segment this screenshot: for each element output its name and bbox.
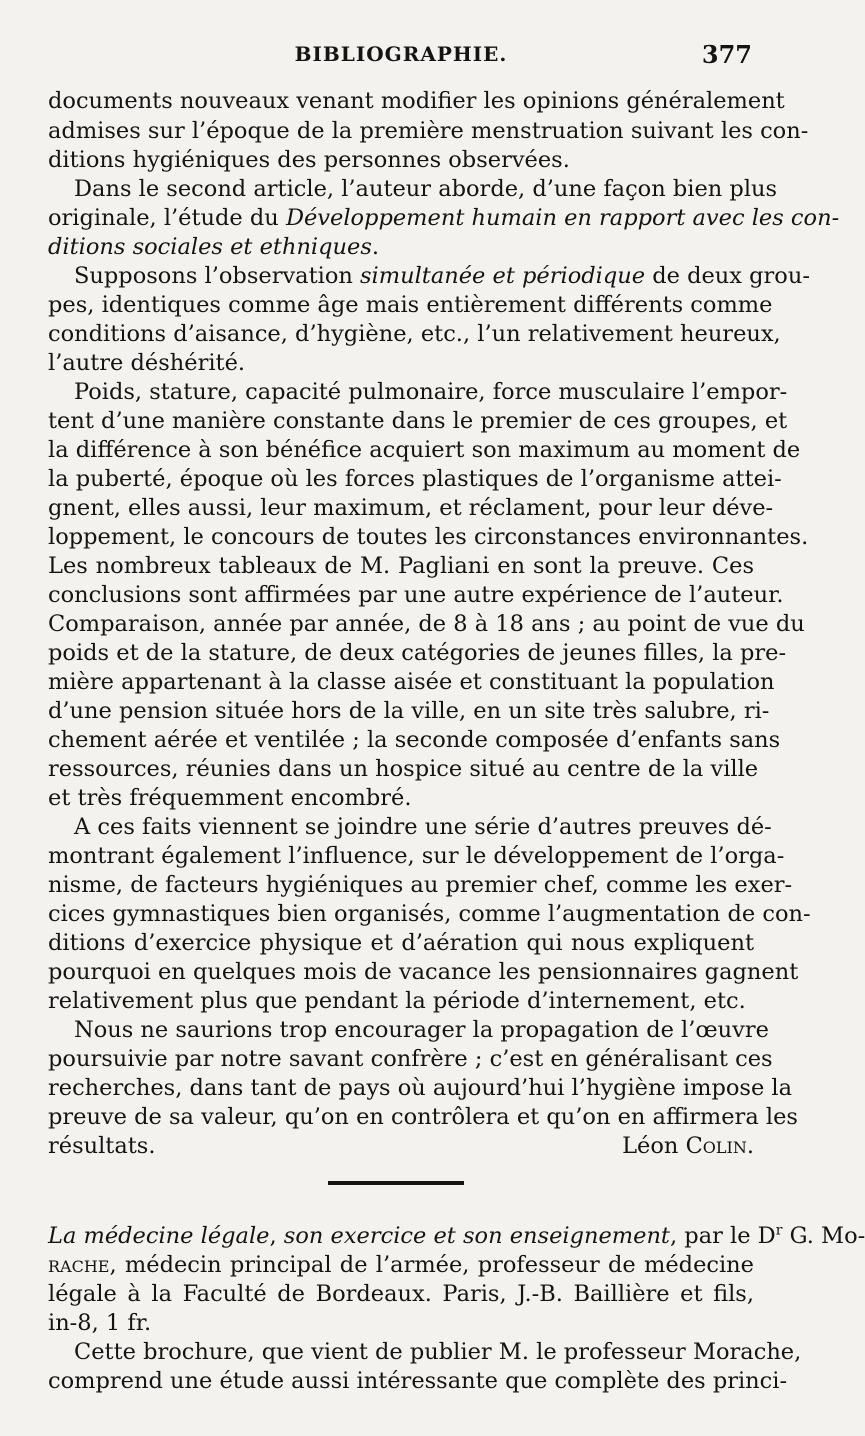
author-last-name: Colin. [685,1133,754,1159]
author-first-name: Léon [622,1133,686,1159]
text-line: conditions d’aisance, d’hygiène, etc., l’un relativement heureux, [48,321,781,347]
text-line: conclusions sont affirmées par une autre expérience de l’auteur. [48,582,784,608]
page-header [48,40,754,74]
emphasis: simultanée et périodique [360,263,646,289]
text-line: pourquoi en quelques mois de vacance les pensionnaires gagnent [48,959,799,985]
text-span: , médecin principal de l’armée, professeur de médecine [109,1252,754,1278]
page-number: 377 [701,40,752,69]
author-name: rache [48,1252,110,1278]
text-line: chement aérée et ventilée ; la seconde composée d’enfants sans [48,727,781,753]
text-line: gnent, elles aussi, leur maximum, et réclament, pour leur déve- [48,495,774,521]
running-head: BIBLIOGRAPHIE. [294,42,508,66]
review-line: Cette brochure, que vient de publier M. le professeur Morache, [74,1339,802,1365]
book-title: La médecine légale [48,1223,270,1249]
text-line: preuve de sa valeur, qu’on en contrôlera et qu’on en affirmera les [48,1104,798,1130]
superscript: r [775,1222,783,1239]
text-line: Poids, stature, capacité pulmonaire, force musculaire l’empor- [74,379,788,405]
text-line: tent d’une manière constante dans le premier de ces groupes, et [48,408,788,434]
text-line: ditions d’exercice physique et d’aération qui nous expliquent [48,930,754,956]
text-span: Supposons l’observation [74,263,361,289]
review-line [48,1221,865,1251]
text-line [74,261,810,291]
text-line: la différence à son bénéfice acquiert son maximum au moment de [48,437,801,463]
author-signature [622,1131,754,1161]
text-line: ditions hygiéniques des personnes observées. [48,147,570,173]
text-line: cices gymnastiques bien organisés, comme l’augmentation de con- [48,901,811,927]
text-line: pes, identiques comme âge mais entièrement différents comme [48,292,773,318]
book-subtitle: son exercice et son enseignement [283,1223,670,1249]
text-line: nisme, de facteurs hygiéniques au premier chef, comme les exer- [48,872,793,898]
text-line: poursuivie par notre savant confrère ; c’est en généralisant ces [48,1046,773,1072]
work-title: ditions sociales et ethniques [48,234,372,260]
text-line: admises sur l’époque de la première menstruation suivant les con- [48,118,809,144]
review-line: comprend une étude aussi intéressante que complète des princi- [48,1368,788,1394]
text-line [48,203,840,233]
text-line: documents nouveaux venant modifier les opinions généralement [48,88,785,114]
text-line: la puberté, époque où les forces plastiques de l’organisme attei- [48,466,782,492]
review-line: in-8, 1 fr. [48,1310,152,1336]
text-line: l’autre déshérité. [48,350,246,376]
text-line: relativement plus que pendant la période d’internement, etc. [48,988,746,1014]
text-span: de deux grou- [645,263,810,289]
text-span: , [269,1223,284,1249]
text-line: mière appartenant à la classe aisée et constituant la population [48,669,775,695]
text-line [48,232,754,262]
text-span: , par le D [669,1223,776,1249]
text-line: Les nombreux tableaux de M. Pagliani en sont la preuve. Ces [48,553,754,579]
text-line: recherches, dans tant de pays où aujourd’hui l’hygiène impose la [48,1075,793,1101]
text-line: et très fréquemment encombré. [48,785,412,811]
text-span: originale, l’étude du [48,205,286,231]
work-title: Développement humain en rapport avec les con- [285,205,840,231]
text-line: poids et de la stature, de deux catégories de jeunes filles, la pre- [48,640,787,666]
text-span: résultats. [48,1133,156,1159]
text-line: Nous ne saurions trop encourager la propagation de l’œuvre [74,1017,769,1043]
review-line: légale à la Faculté de Bordeaux. Paris, J.-B. Baillière et fils, [48,1281,754,1307]
section-divider [328,1181,464,1185]
text-line: ressources, réunies dans un hospice situé au centre de la ville [48,756,759,782]
text-line [48,1131,754,1161]
text-span: G. Mo- [782,1223,865,1249]
text-span: . [371,234,380,260]
review-line [48,1250,754,1280]
text-line: montrant également l’influence, sur le développement de l’orga- [48,843,785,869]
text-line: A ces faits viennent se joindre une série d’autres preuves dé- [74,814,772,840]
text-line: loppement, le concours de toutes les circonstances environnantes. [48,524,809,550]
text-line: d’une pension située hors de la ville, en un site très salubre, ri- [48,698,770,724]
text-line: Dans le second article, l’auteur aborde, d’une façon bien plus [74,176,778,202]
text-line: Comparaison, année par année, de 8 à 18 ans ; au point de vue du [48,611,805,637]
